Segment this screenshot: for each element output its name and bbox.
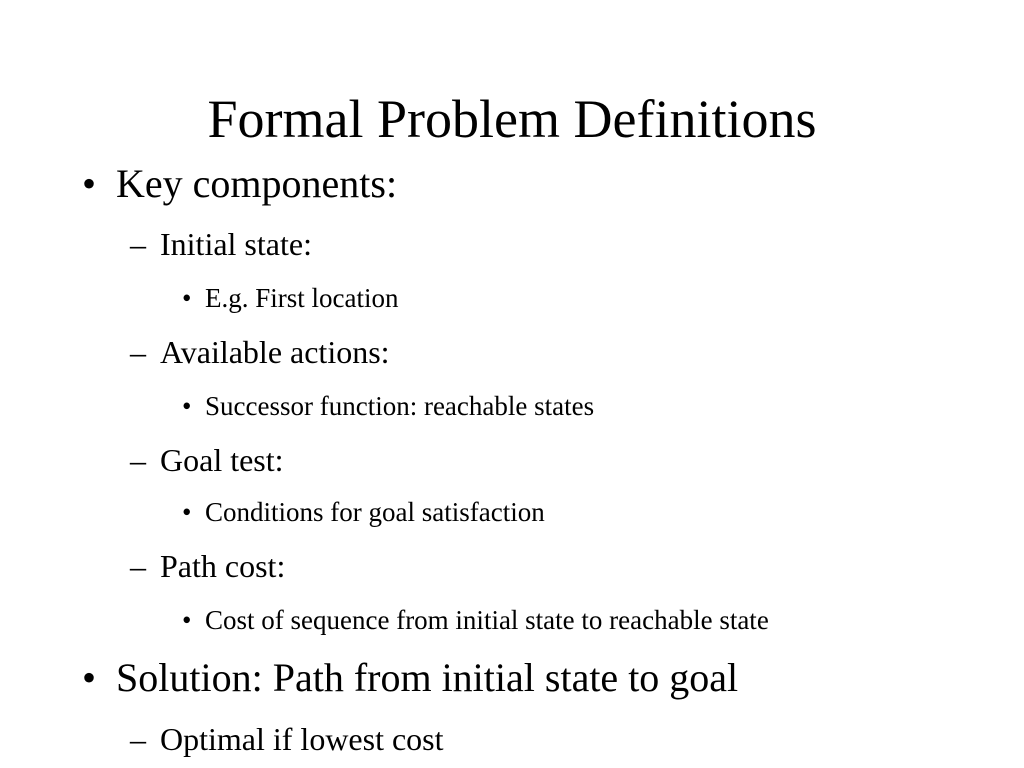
dash-marker: – xyxy=(130,442,146,478)
dash-marker: – xyxy=(130,721,146,757)
subbullet-goal-test: Goal test: xyxy=(160,442,284,478)
bullet-key-components: Key components: xyxy=(116,161,398,206)
bullet-marker: • xyxy=(82,161,97,206)
detail-goal-satisfaction: Conditions for goal satisfaction xyxy=(205,497,545,527)
subbullet-optimal: Optimal if lowest cost xyxy=(160,721,444,757)
dash-marker: – xyxy=(130,334,146,370)
subbullet-initial-state: Initial state: xyxy=(160,226,312,262)
dash-marker: – xyxy=(130,226,146,262)
bullet-marker: • xyxy=(182,605,192,635)
subbullet-path-cost: Path cost: xyxy=(160,548,286,584)
bullet-marker: • xyxy=(182,391,192,421)
bullet-solution: Solution: Path from initial state to goal xyxy=(116,655,739,700)
detail-sequence-cost: Cost of sequence from initial state to reachable state xyxy=(205,605,769,635)
dash-marker: – xyxy=(130,548,146,584)
detail-first-location: E.g. First location xyxy=(205,283,399,313)
detail-successor-function: Successor function: reachable states xyxy=(205,391,595,421)
slide-title: Formal Problem Definitions xyxy=(207,89,817,149)
bullet-marker: • xyxy=(182,283,192,313)
subbullet-available-actions: Available actions: xyxy=(160,334,390,370)
bullet-marker: • xyxy=(82,655,97,700)
bullet-marker: • xyxy=(182,497,192,527)
